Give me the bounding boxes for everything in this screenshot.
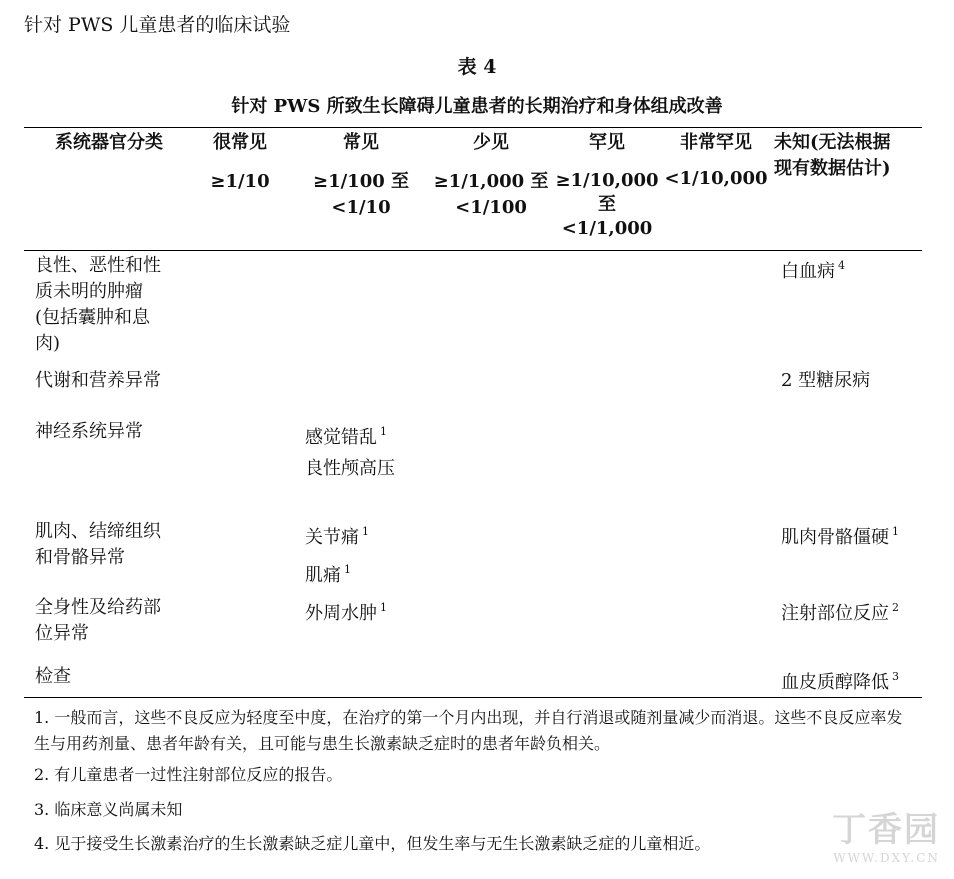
soc-general-disorders: 全身性及给药部 位异常 xyxy=(35,597,161,644)
adverse-event-blood-cortisol-decreased: 血皮质醇降低 $^3$ xyxy=(781,670,899,693)
adverse-event-myalgia: 肌痛 $^1$ xyxy=(305,563,351,586)
adverse-event-leukemia: 白血病 $^4$ xyxy=(781,259,845,282)
col-header-uncommon-range: ≥1/1,000 至 <1/100 xyxy=(433,171,549,218)
adverse-event-type2-diabetes: 2 型糖尿病 xyxy=(781,370,871,391)
col-header-common: 常见 xyxy=(343,132,379,153)
watermark-logo: 丁香园 xyxy=(832,810,940,850)
footnote-3: 3. 临床意义尚属未知 xyxy=(34,800,183,819)
watermark-url: WWW.DXY.CN xyxy=(833,851,940,865)
col-header-unknown: 未知(无法根据 现有数据估计) xyxy=(774,132,891,179)
table-top-rule xyxy=(24,127,922,128)
adverse-event-benign-ih: 良性颅高压 xyxy=(305,458,395,479)
col-header-soc: 系统器官分类 xyxy=(55,132,163,153)
soc-nervous-system: 神经系统异常 xyxy=(35,421,143,442)
table-bottom-rule xyxy=(24,697,922,698)
col-header-rare: 罕见 xyxy=(589,132,625,153)
footnote-2: 2. 有儿童患者一过性注射部位反应的报告。 xyxy=(34,765,343,784)
soc-musculoskeletal: 肌肉、结缔组织 和骨骼异常 xyxy=(35,521,161,568)
col-header-very-rare: 非常罕见 xyxy=(680,132,752,153)
col-header-common-range: ≥1/100 至 <1/10 xyxy=(312,171,410,218)
col-header-rare-range: ≥1/10,000 至 <1/1,000 xyxy=(555,170,659,239)
watermark xyxy=(832,802,940,865)
adverse-event-musculoskeletal-stiffness: 肌肉骨骼僵硬 $^1$ xyxy=(781,525,899,548)
adverse-event-paraesthesia: 感觉错乱 $^1$ xyxy=(305,425,387,448)
col-header-very-common: 很常见 xyxy=(213,132,267,153)
page-heading: 针对 PWS 儿童患者的临床试验 xyxy=(24,14,291,36)
table-subtitle: 针对 PWS 所致生长障碍儿童患者的长期治疗和身体组成改善 xyxy=(231,96,723,117)
adverse-event-arthralgia: 关节痛 $^1$ xyxy=(305,525,369,548)
soc-metabolism: 代谢和营养异常 xyxy=(35,370,161,391)
footnote-1: 1. 一般而言，这些不良反应为轻度至中度，在治疗的第一个月内出现，并自行消退或随剂量减少而消退。这些不良反应率发生与用药剂量、患者年龄有关，且可能与患生长激素缺乏症时的患者年龄负相关。 xyxy=(34,708,903,753)
soc-neoplasms: 良性、恶性和性 质未明的肿瘤 (包括囊肿和息 肉) xyxy=(35,255,161,354)
adverse-event-injection-site-reaction: 注射部位反应 $^2$ xyxy=(781,601,899,624)
footnote-4: 4. 见于接受生长激素治疗的生长激素缺乏症儿童中，但发生率与无生长激素缺乏症的儿童相近。 xyxy=(34,834,711,853)
col-header-very-rare-range: <1/10,000 xyxy=(664,168,768,189)
soc-investigations: 检查 xyxy=(35,666,71,687)
table-title: 表 4 xyxy=(457,56,497,78)
adverse-event-peripheral-oedema: 外周水肿 $^1$ xyxy=(305,601,387,624)
table-header-rule xyxy=(24,250,922,251)
col-header-very-common-range: ≥1/10 xyxy=(210,171,270,192)
col-header-uncommon: 少见 xyxy=(473,132,509,153)
